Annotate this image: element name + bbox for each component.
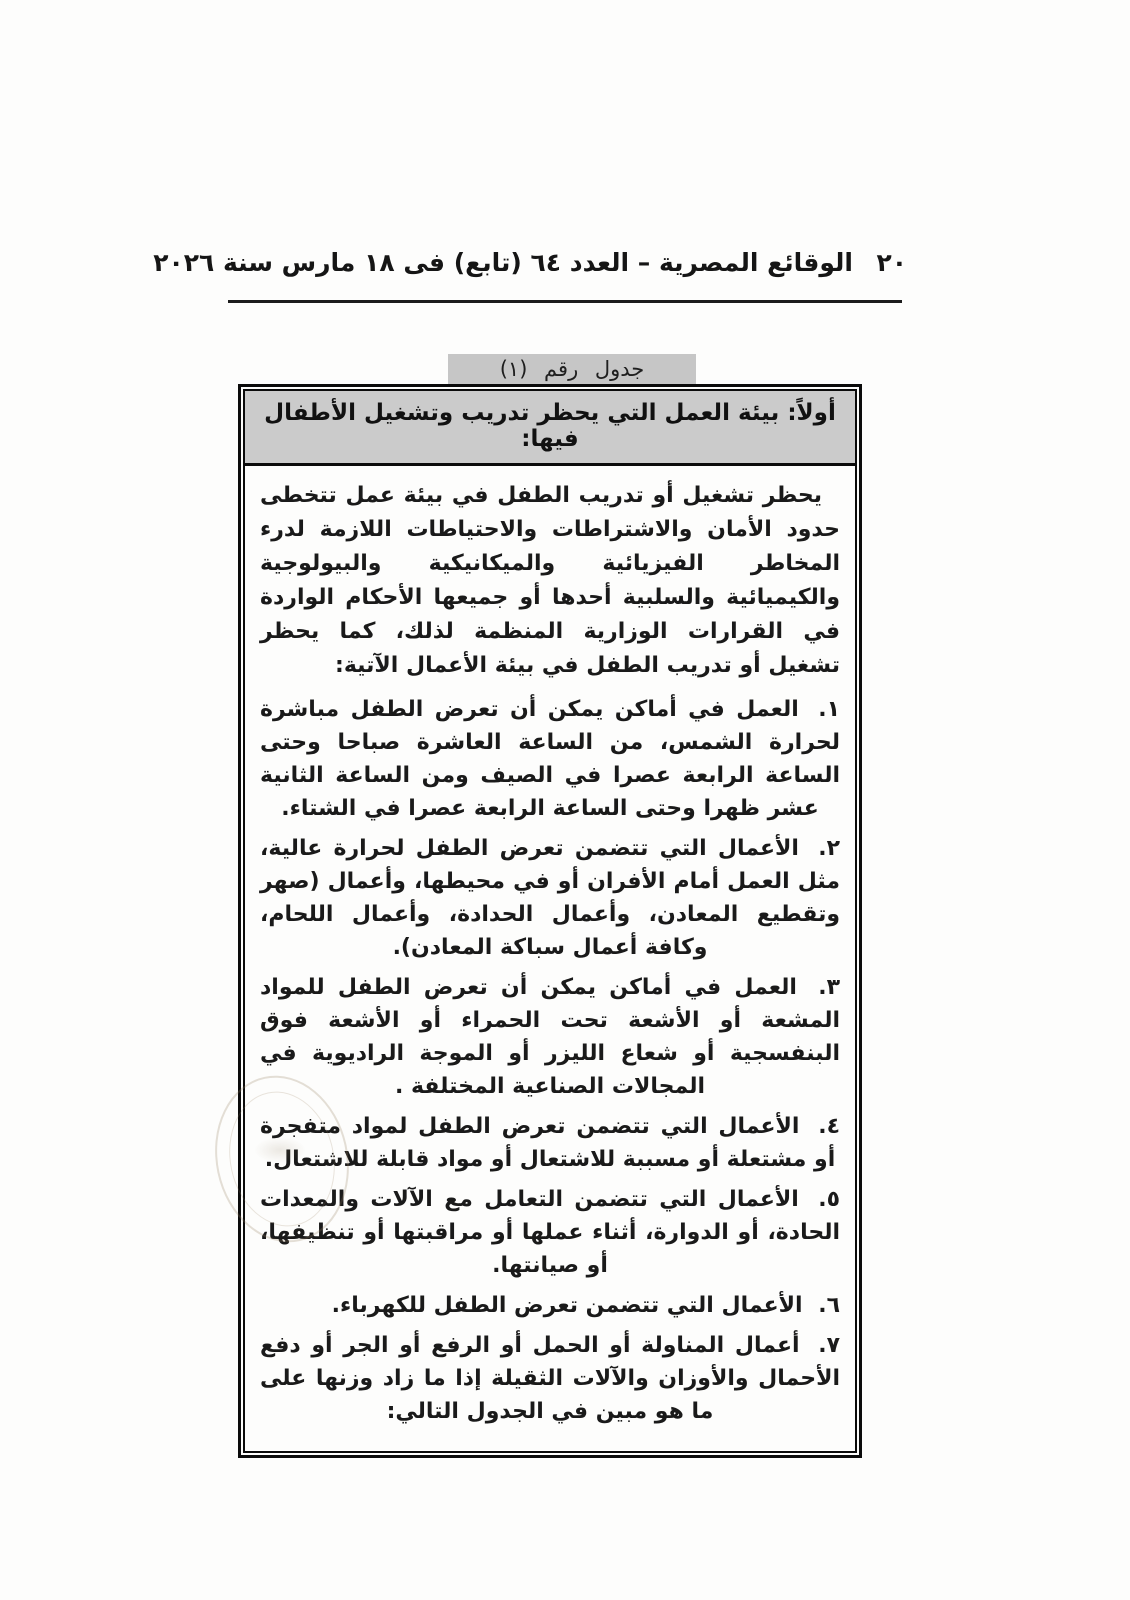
list-item bbox=[260, 693, 840, 825]
item-number: ٧. bbox=[818, 1333, 840, 1358]
table-inner-frame bbox=[243, 389, 857, 1453]
gazette-running-head: الوقائع المصرية – العدد ٦٤ (تابع) فى ١٨ مارس سنة ٢٠٢٦ bbox=[153, 248, 853, 277]
item-text: الأعمال التي تتضمن تعرض الطفل للكهرباء. bbox=[331, 1293, 811, 1318]
page-number: ٢٠ bbox=[876, 248, 907, 277]
prohibited-work-list bbox=[260, 693, 840, 1428]
intro-paragraph: يحظر تشغيل أو تدريب الطفل في بيئة عمل تتخطى حدود الأمان والاشتراطات والاحتياطات اللازمة لدرء المخاطر الفيزيائية والميكانيكية والبيولوجية والكيميائية والسلبية أحدها أو جميعها الأحكام الواردة في القرارات الوزارية المنظمة لذلك، كما يحظر تشغيل أو تدريب الطفل في بيئة الأعمال الآتية: bbox=[260, 483, 840, 678]
prohibited-environments-table bbox=[238, 384, 862, 1458]
list-item bbox=[260, 1183, 840, 1282]
item-number: ١. bbox=[818, 697, 840, 722]
table-title: أولاً: بيئة العمل التي يحظر تدريب وتشغيل الأطفال فيها: bbox=[245, 391, 855, 466]
header-rule bbox=[228, 300, 902, 303]
item-number: ٥. bbox=[818, 1187, 840, 1212]
item-number: ٤. bbox=[818, 1114, 840, 1139]
list-item bbox=[260, 971, 840, 1103]
item-number: ٢. bbox=[818, 836, 840, 861]
list-item bbox=[260, 1110, 840, 1176]
list-item bbox=[260, 1329, 840, 1428]
item-text: الأعمال التي تتضمن تعرض الطفل لحرارة عالية، مثل العمل أمام الأفران أو في محيطها، وأعمال (صهر وتقطيع المعادن، وأعمال الحدادة، وأعمال اللحام، وكافة أعمال سباكة المعادن). bbox=[260, 836, 840, 960]
item-number: ٦. bbox=[818, 1293, 840, 1318]
item-text: العمل في أماكن يمكن أن تعرض الطفل مباشرة لحرارة الشمس، من الساعة العاشرة صباحا وحتى الساعة الرابعة عصرا في الصيف ومن الساعة الثانية عشر ظهرا وحتى الساعة الرابعة عصرا في الشتاء. bbox=[260, 697, 840, 821]
list-item bbox=[260, 1289, 840, 1322]
item-text: أعمال المناولة أو الحمل أو الرفع أو الجر أو دفع الأحمال والأوزان والآلات الثقيلة إذا ما زاد وزنها على ما هو مبين في الجدول التالي: bbox=[260, 1333, 840, 1424]
table-body bbox=[245, 466, 855, 1451]
item-text: العمل في أماكن يمكن أن تعرض الطفل للمواد المشعة أو الأشعة تحت الحمراء أو الأشعة فوق البنفسجية أو شعاع الليزر أو الموجة الراديوية في المجالات الصناعية المختلفة . bbox=[260, 975, 840, 1099]
table-number-label: جدول رقم (١) bbox=[448, 354, 696, 384]
item-text: الأعمال التي تتضمن التعامل مع الآلات والمعدات الحادة، أو الدوارة، أثناء عملها أو مراقبتها أو تنظيفها، أو صيانتها. bbox=[260, 1187, 840, 1278]
item-number: ٣. bbox=[818, 975, 840, 1000]
item-text: الأعمال التي تتضمن تعرض الطفل لمواد متفجرة أو مشتعلة أو مسببة للاشتعال أو مواد قابلة للاشتعال. bbox=[260, 1114, 836, 1172]
list-item bbox=[260, 832, 840, 964]
